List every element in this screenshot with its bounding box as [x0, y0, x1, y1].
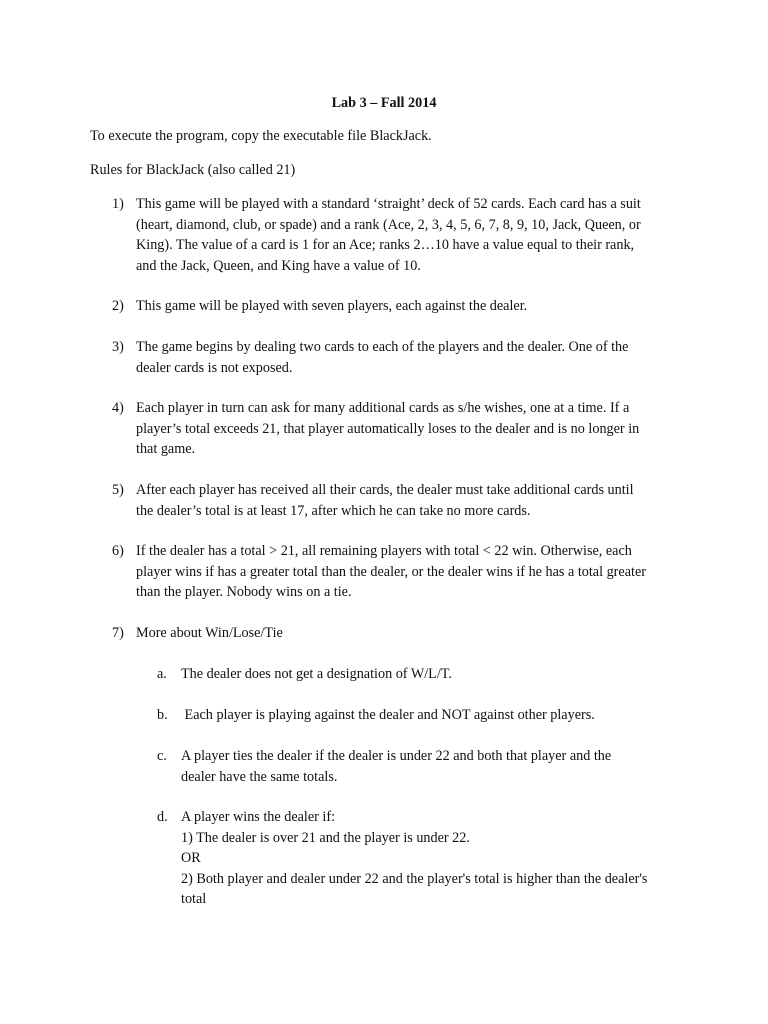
rule-line: dealer cards is not exposed.	[136, 359, 293, 376]
rule-line: This game will be played with a standard ‘straight’ deck of 52 cards. Each card has a suit	[136, 196, 641, 212]
sub-rule-letter: b.	[157, 707, 168, 723]
rule-line: player’s total exceeds 21, that player automatically loses to the dealer and is no longer in	[136, 420, 640, 437]
rule-line: This game will be played with seven players, each against the dealer.	[136, 298, 528, 314]
rule-line: King). The value of a card is 1 for an Ace; ranks 2…10 have a value equal to their rank,	[136, 237, 635, 253]
rule-line: (heart, diamond, club, or spade) and a rank (Ace, 2, 3, 4, 5, 6, 7, 8, 9, 10, Jack, Queen, or	[136, 216, 641, 233]
sub-rule-line: dealer have the same totals.	[181, 768, 338, 785]
rule-line: than the player. Nobody wins on a tie.	[136, 584, 352, 600]
sub-rule-line: 1) The dealer is over 21 and the player is under 22.	[181, 829, 470, 846]
rule-text	[136, 541, 702, 603]
rule-number: 2)	[112, 298, 124, 314]
sub-rule-line: total	[181, 891, 207, 907]
page-title: Lab 3 – Fall 2014	[331, 95, 437, 111]
rule-number: 3)	[112, 339, 124, 355]
rule-line: that game.	[136, 441, 196, 457]
sub-rule-line: A player wins the dealer if:	[181, 809, 336, 825]
sub-rule-line: A player ties the dealer if the dealer is under 22 and both that player and the	[181, 748, 612, 764]
rule-line: and the Jack, Queen, and King have a value of 10.	[136, 257, 421, 274]
sub-rule-line: The dealer does not get a designation of W/L/T.	[181, 666, 452, 682]
rule-number: 7)	[112, 625, 124, 641]
rule-text	[136, 337, 702, 378]
rule-number: 4)	[112, 400, 124, 416]
rule-number: 6)	[112, 543, 124, 559]
rule-line: If the dealer has a total > 21, all remaining players with total < 22 win. Otherwise, each	[136, 543, 632, 559]
sub-rule-text	[181, 746, 711, 787]
rule-line: The game begins by dealing two cards to each of the players and the dealer. One of the	[136, 339, 629, 355]
sub-rule-letter: d.	[157, 809, 168, 825]
rule-text	[136, 296, 702, 317]
rule-line: the dealer’s total is at least 17, after which he can take no more cards.	[136, 502, 531, 519]
sub-rule-line: 2) Both player and dealer under 22 and the player's total is higher than the dealer's	[181, 870, 648, 887]
rule-number: 5)	[112, 482, 124, 498]
rules-heading: Rules for BlackJack (also called 21)	[90, 162, 296, 178]
rule-text	[136, 480, 702, 521]
rule-text	[136, 623, 702, 644]
rule-line: Each player in turn can ask for many additional cards as s/he wishes, one at a time. If a	[136, 400, 630, 416]
sub-rule-text	[181, 664, 711, 685]
rule-text	[136, 398, 702, 460]
rule-line: After each player has received all their cards, the dealer must take additional cards until	[136, 482, 634, 498]
sub-rule-line: Each player is playing against the dealer and NOT against other players.	[181, 707, 595, 723]
sub-rule-text	[181, 705, 711, 726]
sub-rule-letter: a.	[157, 666, 167, 682]
rule-line: player wins if has a greater total than the dealer, or the dealer wins if he has a total greater	[136, 563, 646, 580]
rule-line: More about Win/Lose/Tie	[136, 625, 283, 641]
sub-rule-letter: c.	[157, 748, 167, 764]
sub-rule-text	[181, 807, 711, 910]
rule-text	[136, 194, 702, 276]
intro-text: To execute the program, copy the executable file BlackJack.	[90, 128, 432, 144]
rule-number: 1)	[112, 196, 124, 212]
sub-rule-line: OR	[181, 850, 201, 866]
